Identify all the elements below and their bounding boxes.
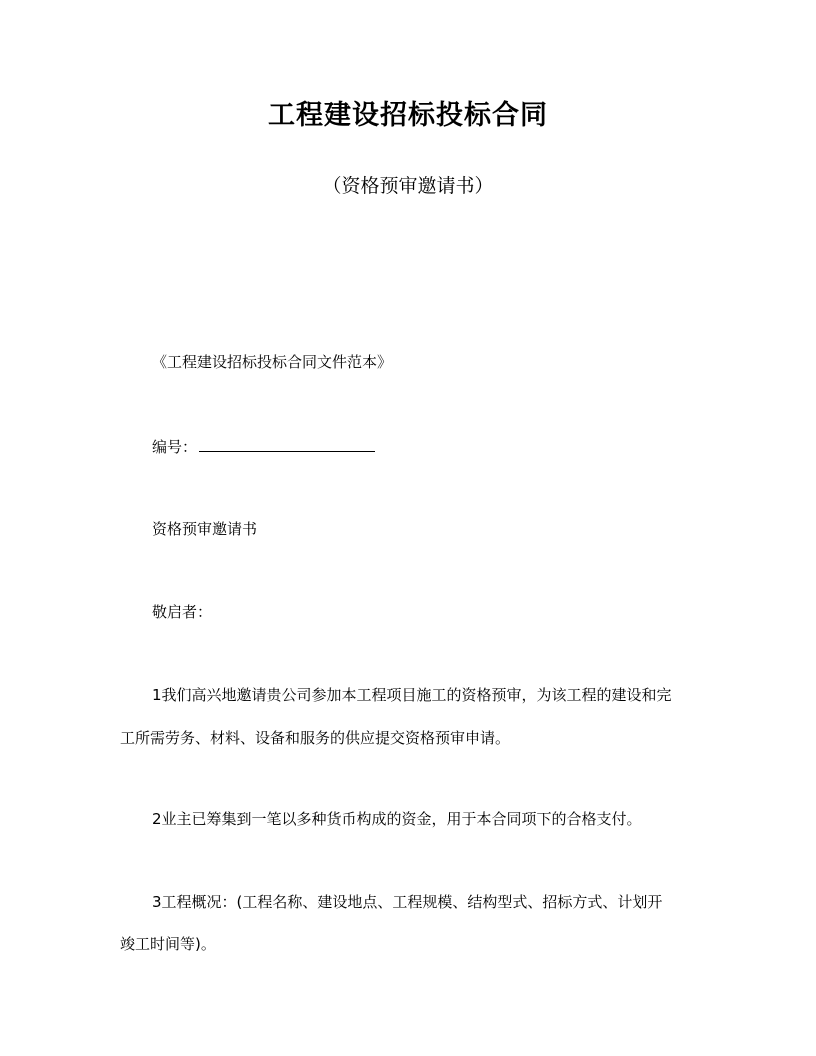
number-label: 编号： <box>152 438 198 456</box>
number-blank-line <box>199 435 375 452</box>
section-heading: 资格预审邀请书 <box>152 520 258 538</box>
paragraph-1-line-2: 工所需劳务、材料、设备和服务的供应提交资格预审申请。 <box>120 729 511 747</box>
paragraph-1-line-1: 1我们高兴地邀请贵公司参加本工程项目施工的资格预审，为该工程的建设和完 <box>152 686 672 704</box>
document-subtitle: （资格预审邀请书） <box>322 175 494 197</box>
paragraph-2-line-1: 2业主已筹集到一笔以多种货币构成的资金，用于本合同项下的合格支付。 <box>152 810 642 828</box>
paragraph-3-line-2: 竣工时间等)。 <box>120 935 216 953</box>
paragraph-3-line-1: 3工程概况：(工程名称、建设地点、工程规模、结构型式、招标方式、计划开 <box>152 893 663 911</box>
salutation: 敬启者： <box>152 603 213 621</box>
template-name: 《工程建设招标投标合同文件范本》 <box>152 353 393 371</box>
number-field <box>152 435 375 458</box>
document-title: 工程建设招标投标合同 <box>268 100 548 131</box>
